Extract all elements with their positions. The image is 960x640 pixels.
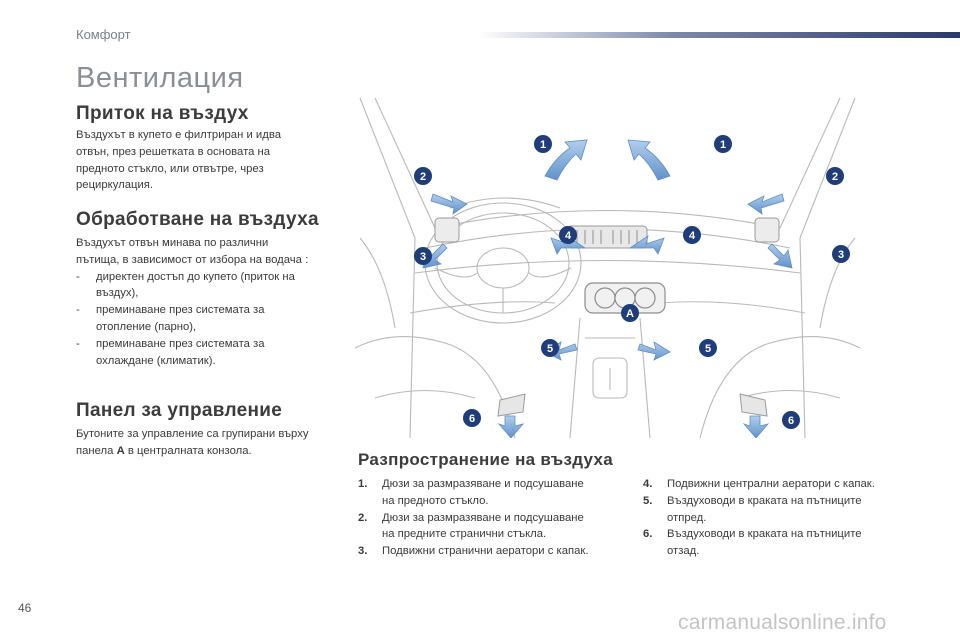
control-panel-text [76, 426, 356, 460]
list-item: 3. Подвижни странични аератори с капак. [358, 545, 589, 558]
floor-vents [498, 394, 767, 416]
svg-text:3: 3 [419, 251, 427, 263]
text-line: панела A в централната конзола. [76, 444, 252, 457]
dashboard-illustration [355, 98, 860, 438]
svg-text:5: 5 [546, 343, 554, 355]
marker-3-left [414, 247, 432, 265]
marker-1-left [534, 135, 552, 153]
list-item: - преминаване през системата за охлаждане (климатик). [76, 336, 356, 370]
text-line: рециркулация. [76, 179, 154, 192]
distribution-list-right [643, 476, 903, 560]
page-title: Вентилация [76, 62, 244, 94]
svg-text:4: 4 [564, 230, 572, 242]
air-processing-text [76, 235, 356, 369]
heading-air-processing: Обработване на въздуха [76, 209, 319, 230]
marker-4-right [683, 226, 701, 244]
list-item: 6. Въздуховоди в краката на пътниците отзад. [643, 528, 862, 558]
air-intake-text [76, 127, 346, 194]
watermark: carmanualsonline.info [678, 611, 887, 634]
text-line: Въздухът в купето е филтриран и идва [76, 129, 281, 141]
vent-markers [414, 135, 850, 429]
svg-text:2: 2 [419, 171, 427, 183]
svg-text:5: 5 [704, 343, 712, 355]
svg-text:1: 1 [539, 139, 547, 151]
marker-6-left [463, 409, 481, 427]
list-item: 5. Въздуховоди в краката на пътниците отпред. [643, 494, 862, 524]
text-line: пътища, в зависимост от избора на водача : [76, 253, 309, 266]
svg-text:2: 2 [831, 171, 839, 183]
svg-text:A: A [626, 308, 634, 320]
list-item: 1. Дюзи за размразяване и подсушаване на предното стъкло. [358, 478, 584, 507]
text-line: предното стъкло, или отвътре, чрез [76, 162, 264, 175]
marker-2-right [826, 167, 844, 185]
list-item: 2. Дюзи за размразяване и подсушаване на предните странични стъкла. [358, 511, 584, 541]
heading-air-intake: Приток на въздух [76, 103, 249, 124]
svg-text:4: 4 [688, 230, 696, 242]
list-item: - директен достъп до купето (приток на въздух), [76, 269, 356, 303]
distribution-list-left [358, 476, 633, 560]
svg-text:6: 6 [787, 415, 795, 427]
marker-5-left [541, 339, 559, 357]
marker-3-right [832, 245, 850, 263]
marker-2-left [414, 167, 432, 185]
marker-A [621, 304, 639, 322]
marker-1-right [714, 135, 732, 153]
section-label: Комфорт [76, 27, 131, 42]
heading-air-distribution: Разпространение на въздуха [358, 450, 613, 469]
page-number: 46 [18, 601, 32, 615]
svg-text:1: 1 [719, 139, 727, 151]
text-line: Бутоните за управление са групирани върху [76, 428, 309, 440]
header-bar [478, 32, 960, 38]
marker-6-right [782, 411, 800, 429]
list-item: 4. Подвижни централни аератори с капак. [643, 478, 875, 490]
svg-text:6: 6 [468, 413, 476, 425]
marker-5-right [699, 339, 717, 357]
car-interior-lineart [355, 98, 860, 438]
air-path-list [76, 269, 356, 370]
list-item: - преминаване през системата за отопление (парно), [76, 302, 356, 336]
text-line: отвън, през решетката в основата на [76, 145, 271, 158]
text-line: Въздухът отвън минава по различни [76, 237, 269, 249]
marker-4-left [559, 226, 577, 244]
svg-text:3: 3 [837, 249, 845, 261]
heading-control-panel: Панел за управление [76, 400, 283, 421]
